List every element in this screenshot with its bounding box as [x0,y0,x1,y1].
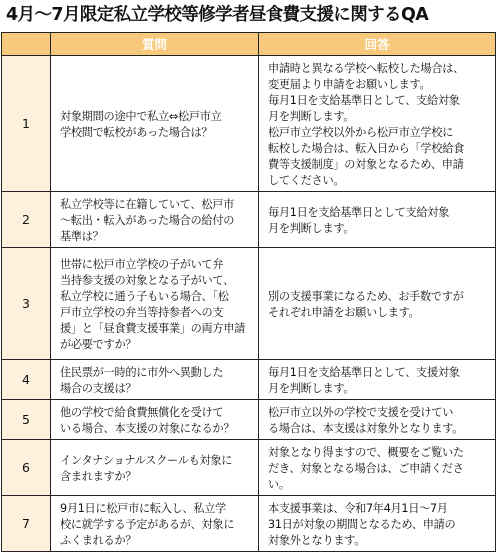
answer-line: 費等支援制度」の対象となるため、申請 [268,158,464,171]
answer-line: 変更届より申請をお願いします。 [268,78,431,91]
answer-line: 申請時と異なる学校へ転校した場合は、 [268,62,464,75]
table-row [2,248,496,360]
question-line: 9月1日に松戸市に転入し、私立学 [60,502,227,515]
answer-cell [259,56,496,192]
answer-cell [259,248,496,360]
row-number: 6 [2,440,51,496]
header-question: 質問 [51,33,259,56]
question-line: 含まれますか？ [60,470,137,483]
answer-line: 松戸市立学校以外から松戸市立学校に [268,126,454,139]
answer-line: 対象となり得ますので、概要をご覧いた [268,446,464,459]
answer-line: 月を判断します。 [268,222,355,235]
answer-line: 毎月1日を支給基準日として支給対象 [268,206,450,219]
qa-table [1,32,496,552]
answer-cell [259,360,496,400]
table-header-row [2,33,496,56]
question-line: 援」と「昼食費支援事業」の両方申請 [60,322,246,335]
question-cell [51,248,259,360]
answer-line: 松戸市立以外の学校で支援を受けてい [268,406,454,419]
answer-cell [259,496,496,552]
row-number: 7 [2,496,51,552]
question-line: 私立学校に通う子もいる場合、「松 [60,290,229,303]
row-number: 1 [2,56,51,192]
answer-cell [259,440,496,496]
qa-body [2,56,496,552]
question-line: いる場合、本支援の対象になるか？ [60,422,235,435]
question-line: 校に就学する予定があるが、対象に [60,518,235,531]
question-line: 学校間で転校があった場合は？ [60,126,213,139]
answer-line: 対象外となります。 [268,534,366,547]
header-number [2,33,51,56]
question-line: 基準は？ [60,230,104,243]
question-cell [51,440,259,496]
question-cell [51,496,259,552]
answer-line: だき、対象となる場合は、ご申請くださ [268,462,464,475]
answer-cell [259,192,496,248]
answer-line: 月を判断します。 [268,110,355,123]
question-cell [51,360,259,400]
question-line: 対象期間の途中で私立⇔松戸市立 [60,110,222,123]
question-line: 世帯に松戸市立学校の子がいて弁 [60,258,224,271]
question-line: 戸市立学校の弁当等持参者への支 [60,306,224,319]
question-line: ふくまれるか？ [60,534,137,547]
question-line: 当持参支援の対象となる子がいて、 [60,274,234,287]
question-line: ～転出・転入があった場合の給付の [60,214,235,227]
answer-line: 31日が対象の期間となるため、申請の [268,518,456,531]
question-line: インタナショナルスクールも対象に [60,454,233,467]
question-line: が必要ですか？ [60,338,137,351]
table-row [2,360,496,400]
row-number: 3 [2,248,51,360]
question-line: 他の学校で給食費無償化を受けて [60,406,224,419]
answer-line: 転校した場合は、転入日から「学校給食 [268,142,464,155]
header-answer: 回答 [259,33,496,56]
question-cell [51,56,259,192]
row-number: 5 [2,400,51,440]
table-row [2,440,496,496]
question-line: 私立学校等に在籍していて、松戸市 [60,198,234,211]
answer-line: 毎月1日を支給基準日として、支援対象 [268,366,460,379]
answer-line: 毎月1日を支給基準日として、支給対象 [268,94,460,107]
table-row [2,56,496,192]
question-cell [51,192,259,248]
answer-line: る場合は、本支援は対象外となります。 [268,422,464,435]
table-row [2,400,496,440]
answer-line: してください。 [268,174,345,187]
page-title: 4月～7月限定私立学校等修学者昼食費支援に関するQA [6,5,429,25]
row-number: 4 [2,360,51,400]
question-line: 住民票が一時的に市外へ異動した [60,366,224,379]
row-number: 2 [2,192,51,248]
answer-line: い。 [268,478,290,491]
answer-line: 月を判断します。 [268,382,355,395]
answer-line: 別の支援事業になるため、お手数ですが [268,290,464,303]
question-cell [51,400,259,440]
answer-line: それぞれ申請をお願いします。 [268,306,420,319]
question-line: 場合の支援は？ [60,382,137,395]
table-row [2,496,496,552]
answer-line: 本支援事業は、令和7年4月1日～7月 [268,502,448,515]
answer-cell [259,400,496,440]
table-row [2,192,496,248]
